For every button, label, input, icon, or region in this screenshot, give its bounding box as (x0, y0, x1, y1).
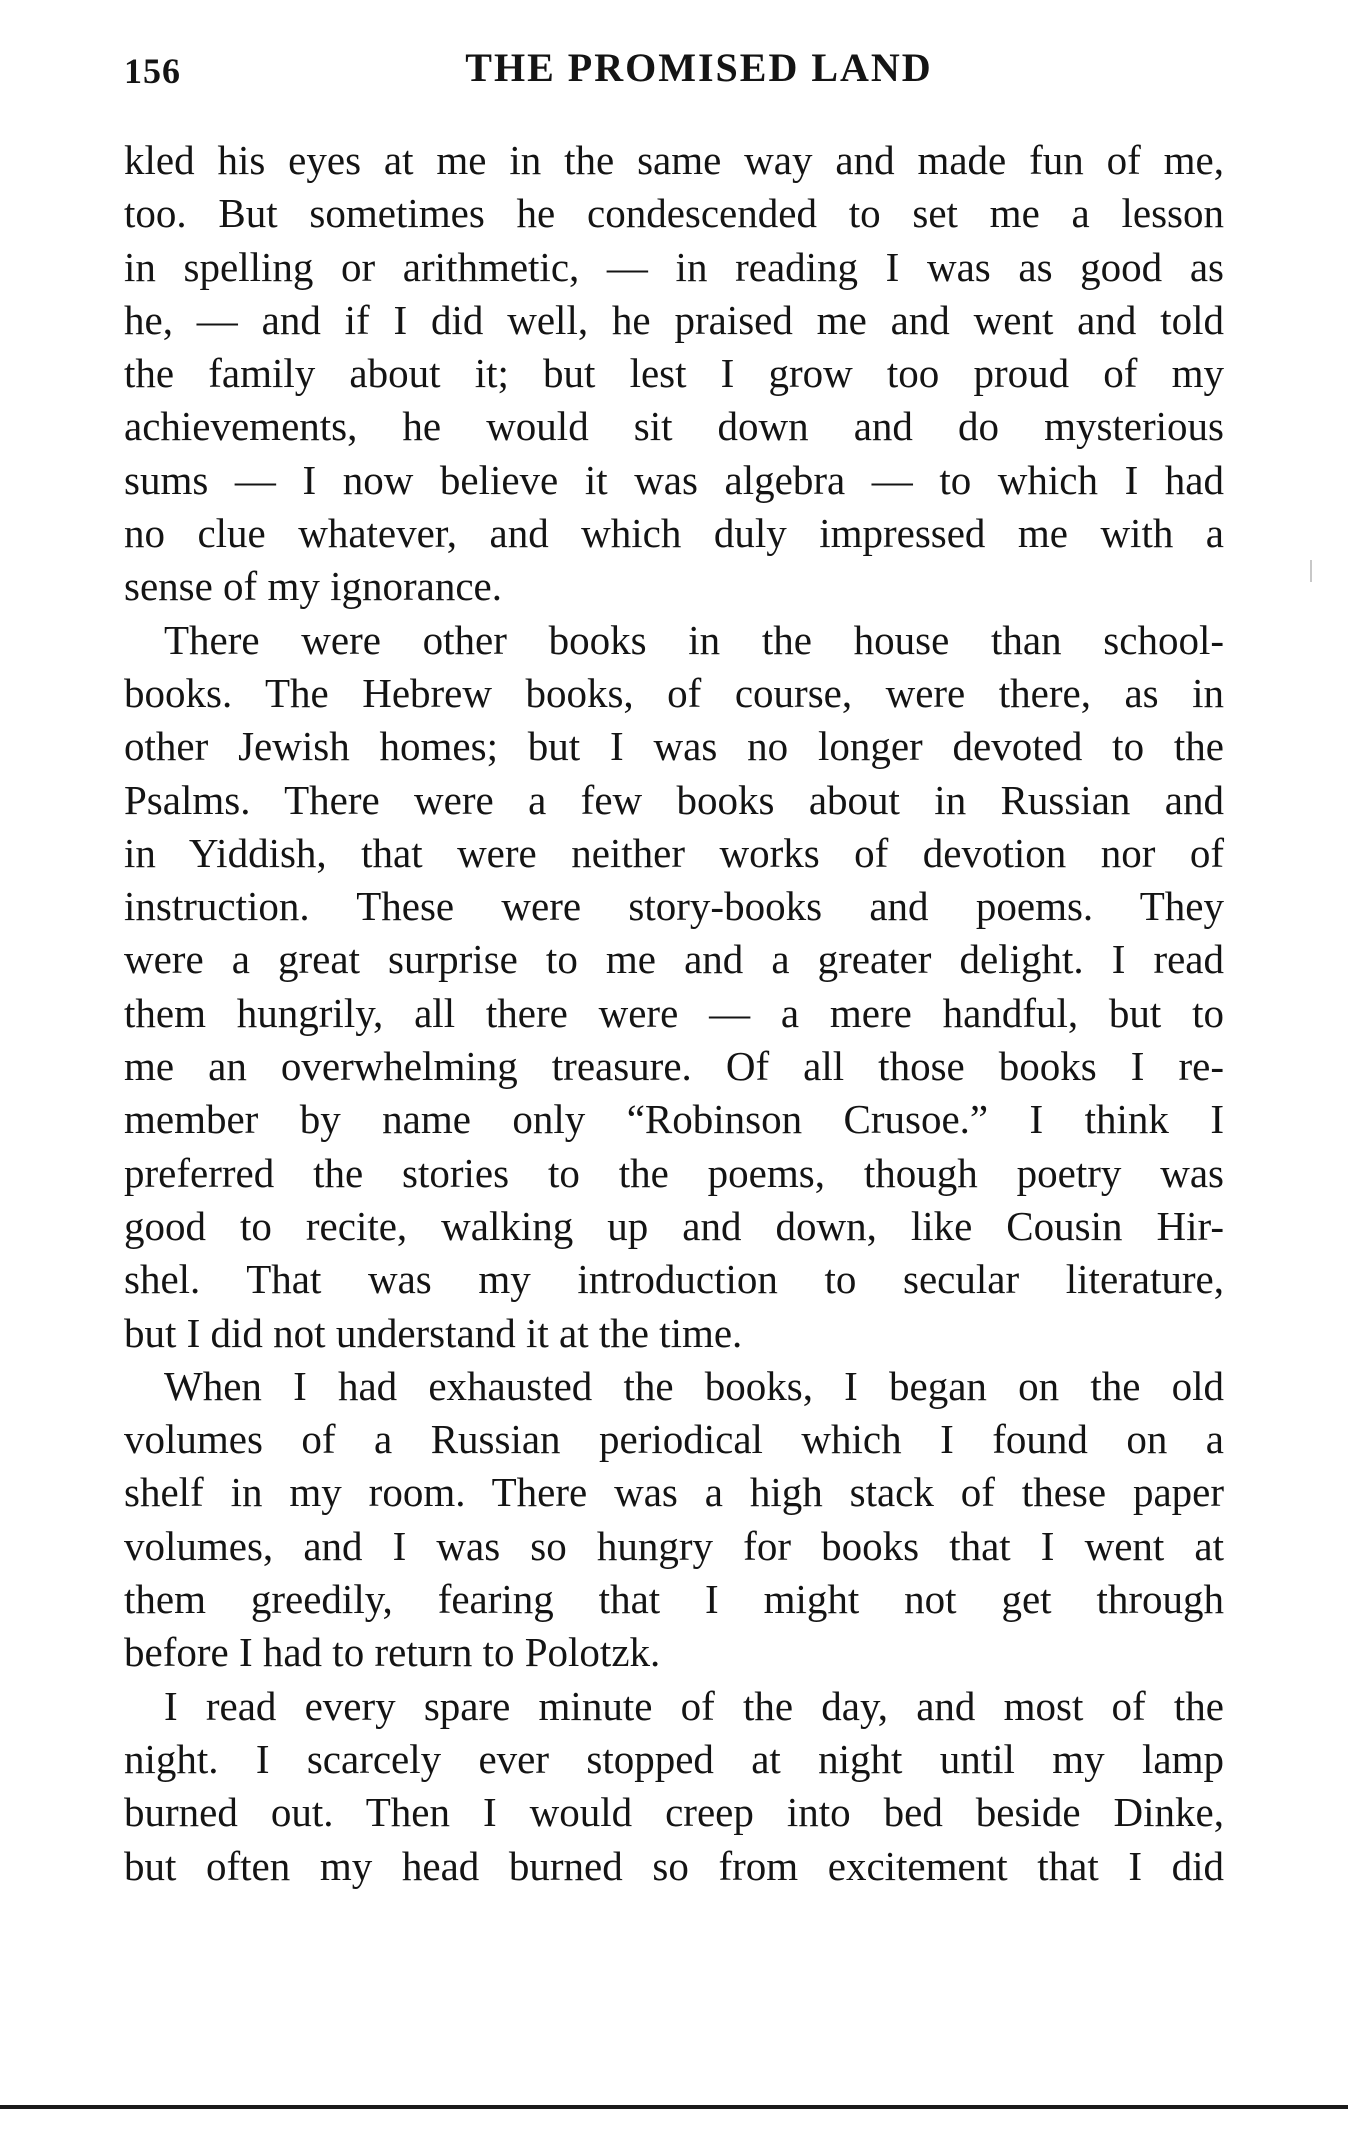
text-line: me an overwhelming treasure. Of all those books I re- (124, 1043, 1224, 1090)
text-line: volumes of a Russian periodical which I found on a (124, 1416, 1224, 1463)
text-line: shelf in my room. There was a high stack of these paper (124, 1469, 1224, 1516)
paragraph (124, 1360, 1224, 1680)
paragraph (124, 614, 1224, 1360)
page-header (124, 44, 1234, 104)
text-line: sense of my ignorance. (124, 563, 502, 610)
text-line: achievements, he would sit down and do mysterious (124, 403, 1224, 450)
text-line: There were other books in the house than school- (164, 616, 1224, 663)
text-line: good to recite, walking up and down, like Cousin Hir- (124, 1202, 1224, 1249)
text-line: before I had to return to Polotzk. (124, 1629, 661, 1676)
text-line: night. I scarcely ever stopped at night until my lamp (124, 1735, 1224, 1782)
text-line: them hungrily, all there were — a mere handful, but to (124, 989, 1224, 1036)
running-title: THE PROMISED LAND (465, 45, 933, 90)
margin-mark (1310, 560, 1312, 582)
text-line: member by name only “Robinson Crusoe.” I think I (124, 1096, 1224, 1143)
text-line: sums — I now believe it was algebra — to which I had (124, 456, 1224, 503)
page-number: 156 (124, 51, 181, 91)
text-line: volumes, and I was so hungry for books that I went at (124, 1522, 1224, 1569)
text-line: in spelling or arithmetic, — in reading I was as good as (124, 243, 1224, 290)
body-text (124, 134, 1224, 1893)
text-line: shel. That was my introduction to secular literature, (124, 1256, 1224, 1303)
text-line: he, — and if I did well, he praised me and went and told (124, 296, 1224, 343)
paragraph (124, 1680, 1224, 1893)
text-line: but I did not understand it at the time. (124, 1309, 743, 1356)
bottom-rule (0, 2105, 1348, 2109)
paragraph (124, 134, 1224, 614)
text-line: preferred the stories to the poems, though poetry was (124, 1149, 1224, 1196)
text-line: books. The Hebrew books, of course, were there, as in (124, 669, 1224, 716)
text-line: I read every spare minute of the day, and most of the (164, 1682, 1224, 1729)
text-line: but often my head burned so from excitement that I did (124, 1842, 1224, 1889)
text-line: too. But sometimes he condescended to set me a lesson (124, 190, 1224, 237)
text-line: When I had exhausted the books, I began on the old (164, 1362, 1224, 1409)
text-line: in Yiddish, that were neither works of devotion nor of (124, 829, 1224, 876)
text-line: the family about it; but lest I grow too proud of my (124, 350, 1224, 397)
text-line: burned out. Then I would creep into bed beside Dinke, (124, 1789, 1224, 1836)
text-line: them greedily, fearing that I might not get through (124, 1576, 1224, 1623)
text-line: other Jewish homes; but I was no longer devoted to the (124, 723, 1224, 770)
text-line: kled his eyes at me in the same way and made fun of me, (124, 137, 1224, 183)
text-line: were a great surprise to me and a greater delight. I read (124, 936, 1224, 983)
text-line: Psalms. There were a few books about in Russian and (124, 776, 1224, 823)
text-line: no clue whatever, and which duly impressed me with a (124, 510, 1224, 557)
text-line: instruction. These were story-books and poems. They (124, 883, 1224, 930)
